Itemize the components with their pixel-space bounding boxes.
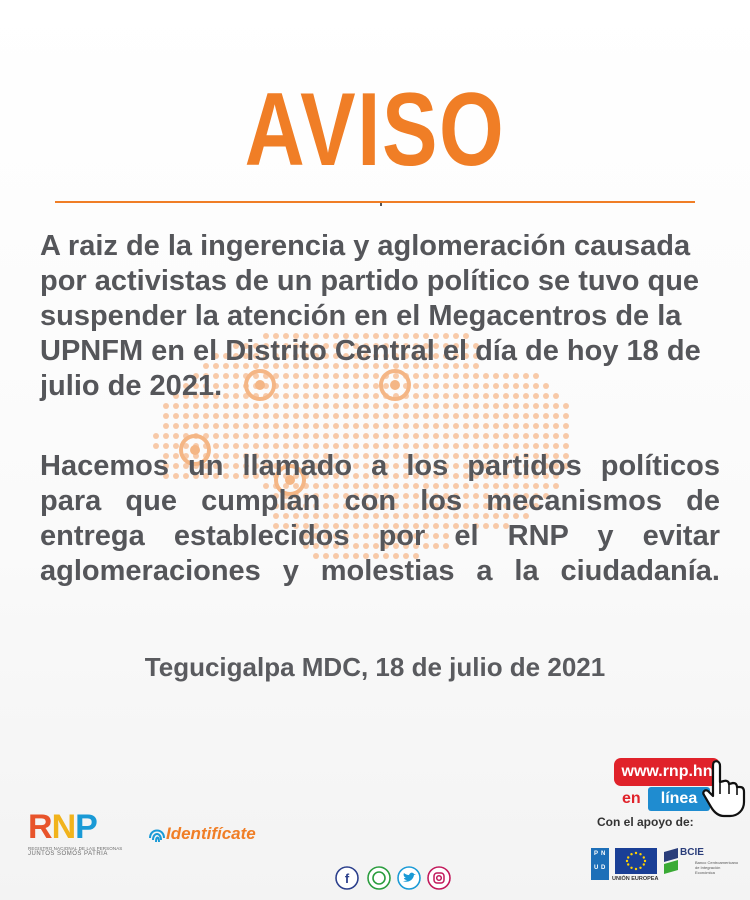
map-dot (173, 433, 179, 439)
map-dot (343, 413, 349, 419)
notice-paragraph-2: Hacemos un llamado a los partidos políticos para que cumplan con los mecanismos de entrega establecidos por el RNP y evitar aglomeraciones y molestias a la ciudadanía. (40, 450, 720, 587)
map-dot (203, 413, 209, 419)
bcie-title: BCIE (680, 847, 704, 858)
map-dot (413, 433, 419, 439)
rnp-logo-motto: JUNTOS SOMOS PATRIA (28, 851, 108, 857)
map-dot (503, 433, 509, 439)
map-dot (393, 423, 399, 429)
map-dot (383, 433, 389, 439)
map-dot (413, 423, 419, 429)
map-dot (403, 433, 409, 439)
map-dot (543, 433, 549, 439)
map-dot (213, 433, 219, 439)
map-dot (473, 433, 479, 439)
map-dot (493, 433, 499, 439)
map-dot (303, 423, 309, 429)
map-dot (373, 413, 379, 419)
map-dot (313, 413, 319, 419)
whatsapp-icon[interactable] (367, 866, 391, 890)
map-dot (163, 433, 169, 439)
eu-stars-icon (615, 848, 657, 874)
map-dot (353, 433, 359, 439)
map-dot (363, 433, 369, 439)
map-dot (523, 433, 529, 439)
map-dot (333, 413, 339, 419)
map-dot (513, 413, 519, 419)
page-title: AVISO (244, 72, 506, 188)
pointing-hand-icon (700, 758, 748, 818)
map-dot (283, 433, 289, 439)
map-dot (183, 413, 189, 419)
website-badge[interactable]: www.rnp.hn (614, 758, 720, 786)
map-dot (543, 423, 549, 429)
map-dot (273, 423, 279, 429)
map-dot (533, 413, 539, 419)
map-dot (493, 413, 499, 419)
map-dot (333, 433, 339, 439)
facebook-icon[interactable] (335, 866, 359, 890)
map-dot (323, 413, 329, 419)
map-dot (453, 433, 459, 439)
map-dot (523, 413, 529, 419)
map-dot (423, 423, 429, 429)
map-dot (213, 423, 219, 429)
map-dot (553, 433, 559, 439)
map-dot (223, 433, 229, 439)
map-dot (503, 413, 509, 419)
map-dot (403, 423, 409, 429)
map-dot (533, 423, 539, 429)
map-dot (353, 413, 359, 419)
rnp-logo-letters: RNP (28, 808, 97, 846)
map-dot (563, 423, 569, 429)
map-dot (513, 433, 519, 439)
map-dot (493, 423, 499, 429)
map-dot (503, 423, 509, 429)
bcie-fullname: Banco Centroamericano de Integración Económica (695, 860, 739, 875)
map-dot (403, 413, 409, 419)
map-dot (163, 423, 169, 429)
map-dot (223, 423, 229, 429)
map-dot (343, 433, 349, 439)
map-dot (263, 433, 269, 439)
map-dot (443, 423, 449, 429)
map-dot (173, 413, 179, 419)
map-dot (193, 423, 199, 429)
eu-label: UNIÓN EUROPEA (612, 876, 659, 882)
map-dot (563, 413, 569, 419)
map-dot (233, 423, 239, 429)
map-dot (193, 413, 199, 419)
map-dot (383, 413, 389, 419)
web-badge-en: en (622, 790, 641, 807)
map-dot (223, 413, 229, 419)
map-dot (473, 413, 479, 419)
map-dot (283, 413, 289, 419)
map-dot (343, 423, 349, 429)
eu-flag (615, 848, 657, 874)
map-dot (373, 423, 379, 429)
map-dot (383, 423, 389, 429)
rnp-logo-subtitle: REGISTRO NACIONAL DE LAS PERSONAS (28, 846, 123, 851)
map-dot (463, 433, 469, 439)
twitter-icon[interactable] (397, 866, 421, 890)
map-dot (543, 413, 549, 419)
map-dot (293, 413, 299, 419)
map-dot (213, 413, 219, 419)
map-dot (303, 433, 309, 439)
map-dot (443, 433, 449, 439)
map-dot (233, 433, 239, 439)
map-dot (433, 413, 439, 419)
map-dot (413, 413, 419, 419)
map-dot (363, 413, 369, 419)
web-badge-linea: línea (648, 787, 710, 811)
map-dot (243, 413, 249, 419)
map-dot (293, 423, 299, 429)
map-dot (333, 423, 339, 429)
notice-paragraph-1: A raiz de la ingerencia y aglomeración causada por activistas de un partido político se tuvo que suspender la atención en el Megacentros de la UPNFM en el Distrito Central el día de hoy 18 de julio de 2021. (40, 230, 701, 402)
title-divider (55, 201, 695, 203)
map-dot (483, 423, 489, 429)
bcie-logo (662, 846, 742, 882)
map-dot (373, 433, 379, 439)
map-dot (443, 413, 449, 419)
map-dot (433, 423, 439, 429)
map-dot (313, 433, 319, 439)
map-dot (253, 413, 259, 419)
map-dot (433, 433, 439, 439)
map-dot (513, 423, 519, 429)
map-dot (243, 433, 249, 439)
map-dot (553, 423, 559, 429)
map-dot (563, 433, 569, 439)
map-dot (233, 413, 239, 419)
map-dot (273, 433, 279, 439)
map-dot (453, 413, 459, 419)
map-dot (153, 433, 159, 439)
svg-text:f: f (344, 871, 350, 886)
undp-logo: P N U D (591, 848, 609, 880)
map-dot (293, 433, 299, 439)
map-dot (353, 423, 359, 429)
map-dot (253, 423, 259, 429)
map-dot (303, 413, 309, 419)
map-dot (423, 413, 429, 419)
map-dot (463, 423, 469, 429)
map-dot (393, 433, 399, 439)
map-dot (283, 423, 289, 429)
map-dot (263, 423, 269, 429)
map-dot (553, 413, 559, 419)
map-dot (423, 433, 429, 439)
map-dot (203, 423, 209, 429)
identificate-label: Identifícate (166, 824, 256, 843)
map-dot (363, 423, 369, 429)
map-dot (183, 423, 189, 429)
fingerprint-icon (146, 818, 168, 848)
instagram-icon[interactable] (427, 866, 451, 890)
map-dot (273, 413, 279, 419)
divider-mark (380, 203, 382, 206)
support-label: Con el apoyo de: (597, 815, 694, 829)
map-dot (323, 423, 329, 429)
map-dot (393, 413, 399, 419)
map-dot (523, 423, 529, 429)
map-dot (463, 413, 469, 419)
bcie-emblem-icon (662, 846, 680, 876)
map-dot (453, 423, 459, 429)
map-dot (323, 433, 329, 439)
map-dot (483, 433, 489, 439)
map-dot (483, 413, 489, 419)
map-dot (263, 413, 269, 419)
map-dot (533, 433, 539, 439)
identificate-logo (146, 818, 256, 848)
rnp-logo (28, 810, 128, 862)
map-dot (173, 423, 179, 429)
map-dot (473, 423, 479, 429)
map-dot (313, 423, 319, 429)
map-dot (163, 413, 169, 419)
map-dot (253, 433, 259, 439)
dateline: Tegucigalpa MDC, 18 de julio de 2021 (144, 652, 606, 682)
map-dot (243, 423, 249, 429)
